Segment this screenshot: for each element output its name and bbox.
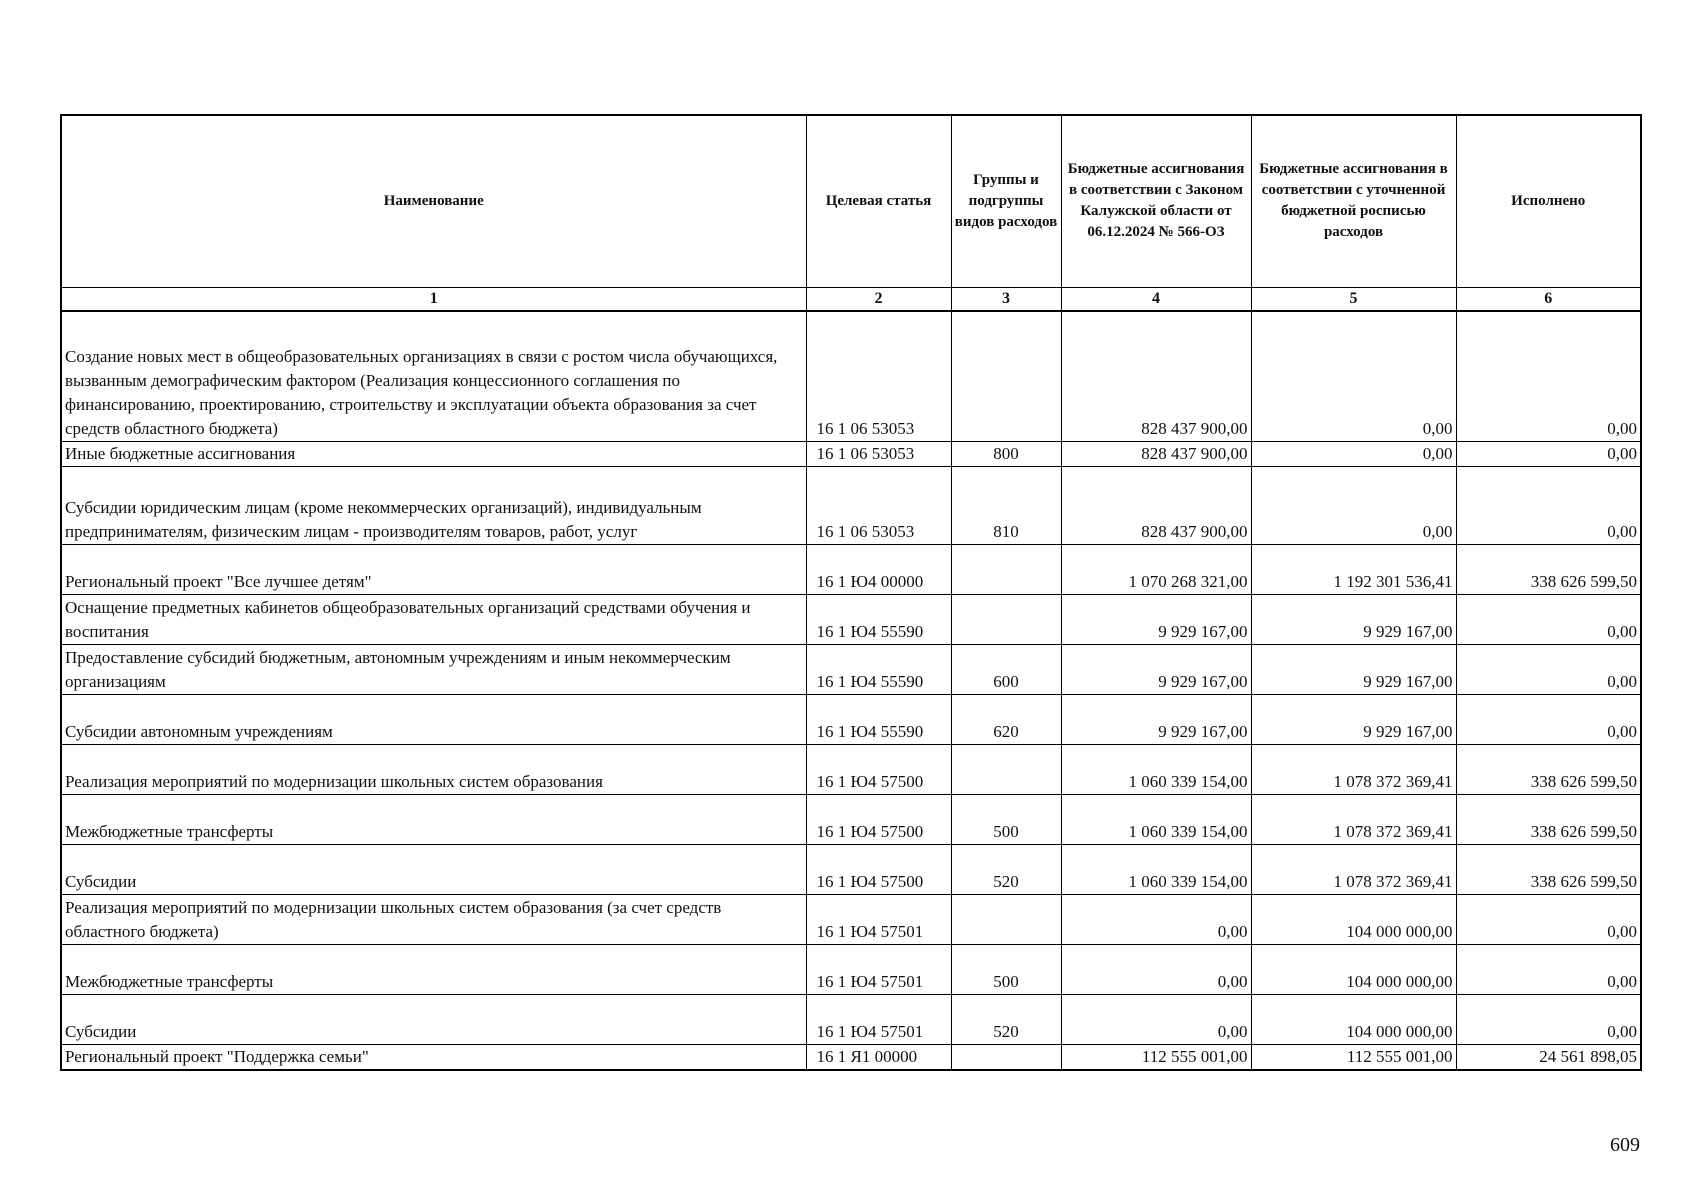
row-name: Оснащение предметных кабинетов общеобразовательных организаций средствами обучения и воспитания (61, 594, 806, 644)
row-law-amount: 0,00 (1061, 894, 1251, 944)
row-name: Межбюджетные трансферты (61, 944, 806, 994)
column-number: 6 (1456, 287, 1641, 311)
row-target-article: 16 1 06 53053 (806, 441, 951, 466)
table-row (61, 644, 1641, 694)
column-number-row (61, 287, 1641, 311)
row-name: Субсидии юридическим лицам (кроме некоммерческих организаций), индивидуальным предпринимателям, физическим лицам - производителям товаров, работ, услуг (61, 466, 806, 544)
column-number: 1 (61, 287, 806, 311)
table-row (61, 744, 1641, 794)
row-expense-group (951, 594, 1061, 644)
row-name: Субсидии (61, 994, 806, 1044)
row-target-article: 16 1 Ю4 57500 (806, 844, 951, 894)
row-name: Региональный проект "Все лучшее детям" (61, 544, 806, 594)
table-row (61, 994, 1641, 1044)
row-executed-amount: 0,00 (1456, 644, 1641, 694)
row-refined-amount: 0,00 (1251, 441, 1456, 466)
row-executed-amount: 338 626 599,50 (1456, 744, 1641, 794)
row-target-article: 16 1 Ю4 55590 (806, 644, 951, 694)
row-law-amount: 9 929 167,00 (1061, 644, 1251, 694)
row-expense-group: 500 (951, 794, 1061, 844)
header-target-article: Целевая статья (806, 115, 951, 287)
table-row (61, 894, 1641, 944)
row-refined-amount: 0,00 (1251, 311, 1456, 441)
row-refined-amount: 9 929 167,00 (1251, 694, 1456, 744)
row-refined-amount: 104 000 000,00 (1251, 894, 1456, 944)
row-expense-group: 520 (951, 844, 1061, 894)
budget-table (60, 114, 1642, 1071)
header-expense-groups: Группы и подгруппы видов расходов (951, 115, 1061, 287)
row-law-amount: 1 060 339 154,00 (1061, 844, 1251, 894)
row-name: Региональный проект "Поддержка семьи" (61, 1044, 806, 1070)
table-row (61, 466, 1641, 544)
row-target-article: 16 1 Ю4 57500 (806, 744, 951, 794)
row-executed-amount: 0,00 (1456, 694, 1641, 744)
row-refined-amount: 104 000 000,00 (1251, 994, 1456, 1044)
row-target-article: 16 1 Ю4 55590 (806, 694, 951, 744)
row-expense-group (951, 311, 1061, 441)
header-executed: Исполнено (1456, 115, 1641, 287)
row-executed-amount: 0,00 (1456, 311, 1641, 441)
row-refined-amount: 1 078 372 369,41 (1251, 744, 1456, 794)
row-expense-group: 800 (951, 441, 1061, 466)
row-law-amount: 1 060 339 154,00 (1061, 744, 1251, 794)
row-law-amount: 1 060 339 154,00 (1061, 794, 1251, 844)
column-number: 2 (806, 287, 951, 311)
column-number: 4 (1061, 287, 1251, 311)
row-executed-amount: 0,00 (1456, 594, 1641, 644)
row-target-article: 16 1 06 53053 (806, 466, 951, 544)
row-law-amount: 0,00 (1061, 994, 1251, 1044)
row-law-amount: 9 929 167,00 (1061, 594, 1251, 644)
header-law-appropriations: Бюджетные ассигнования в соответствии с Законом Калужской области от 06.12.2024 № 566-ОЗ (1061, 115, 1251, 287)
row-executed-amount: 24 561 898,05 (1456, 1044, 1641, 1070)
row-refined-amount: 1 192 301 536,41 (1251, 544, 1456, 594)
row-name: Межбюджетные трансферты (61, 794, 806, 844)
row-target-article: 16 1 Ю4 55590 (806, 594, 951, 644)
table-row (61, 694, 1641, 744)
row-refined-amount: 1 078 372 369,41 (1251, 794, 1456, 844)
row-refined-amount: 104 000 000,00 (1251, 944, 1456, 994)
row-target-article: 16 1 Ю4 57501 (806, 894, 951, 944)
row-refined-amount: 1 078 372 369,41 (1251, 844, 1456, 894)
row-expense-group: 500 (951, 944, 1061, 994)
row-executed-amount: 0,00 (1456, 944, 1641, 994)
page-number: 609 (1610, 1134, 1640, 1156)
table-row (61, 944, 1641, 994)
row-target-article: 16 1 Ю4 57501 (806, 944, 951, 994)
table-row (61, 844, 1641, 894)
row-name: Субсидии (61, 844, 806, 894)
row-refined-amount: 9 929 167,00 (1251, 594, 1456, 644)
row-refined-amount: 9 929 167,00 (1251, 644, 1456, 694)
row-target-article: 16 1 Ю4 57501 (806, 994, 951, 1044)
row-target-article: 16 1 Ю4 57500 (806, 794, 951, 844)
row-expense-group: 810 (951, 466, 1061, 544)
row-expense-group: 600 (951, 644, 1061, 694)
table-row (61, 311, 1641, 441)
row-expense-group (951, 1044, 1061, 1070)
row-expense-group (951, 894, 1061, 944)
column-number: 3 (951, 287, 1061, 311)
row-executed-amount: 0,00 (1456, 994, 1641, 1044)
row-name: Субсидии автономным учреждениям (61, 694, 806, 744)
row-executed-amount: 0,00 (1456, 894, 1641, 944)
header-name: Наименование (61, 115, 806, 287)
row-law-amount: 112 555 001,00 (1061, 1044, 1251, 1070)
table-row (61, 1044, 1641, 1070)
header-refined-appropriations: Бюджетные ассигнования в соответствии с уточненной бюджетной росписью расходов (1251, 115, 1456, 287)
row-expense-group (951, 544, 1061, 594)
row-expense-group: 620 (951, 694, 1061, 744)
row-executed-amount: 0,00 (1456, 466, 1641, 544)
row-expense-group (951, 744, 1061, 794)
row-refined-amount: 112 555 001,00 (1251, 1044, 1456, 1070)
row-target-article: 16 1 Ю4 00000 (806, 544, 951, 594)
row-target-article: 16 1 06 53053 (806, 311, 951, 441)
row-executed-amount: 338 626 599,50 (1456, 544, 1641, 594)
table-row (61, 544, 1641, 594)
header-row (61, 115, 1641, 287)
row-law-amount: 828 437 900,00 (1061, 466, 1251, 544)
row-name: Предоставление субсидий бюджетным, автономным учреждениям и иным некоммерческим организациям (61, 644, 806, 694)
row-target-article: 16 1 Я1 00000 (806, 1044, 951, 1070)
row-executed-amount: 338 626 599,50 (1456, 794, 1641, 844)
column-number: 5 (1251, 287, 1456, 311)
row-refined-amount: 0,00 (1251, 466, 1456, 544)
row-law-amount: 828 437 900,00 (1061, 441, 1251, 466)
row-law-amount: 0,00 (1061, 944, 1251, 994)
row-law-amount: 1 070 268 321,00 (1061, 544, 1251, 594)
row-name: Реализация мероприятий по модернизации школьных систем образования (61, 744, 806, 794)
row-law-amount: 9 929 167,00 (1061, 694, 1251, 744)
table-row (61, 594, 1641, 644)
row-executed-amount: 0,00 (1456, 441, 1641, 466)
row-expense-group: 520 (951, 994, 1061, 1044)
row-name: Иные бюджетные ассигнования (61, 441, 806, 466)
row-name: Создание новых мест в общеобразовательных организациях в связи с ростом числа обучающихся, вызванным демографическим фактором (Реализация концессионного соглашения по финансированию, проектированию, строительству и эксплуатации объекта образования за счет средств областного бюджета) (61, 311, 806, 441)
row-law-amount: 828 437 900,00 (1061, 311, 1251, 441)
table-row (61, 794, 1641, 844)
row-executed-amount: 338 626 599,50 (1456, 844, 1641, 894)
row-name: Реализация мероприятий по модернизации школьных систем образования (за счет средств областного бюджета) (61, 894, 806, 944)
table-row (61, 441, 1641, 466)
